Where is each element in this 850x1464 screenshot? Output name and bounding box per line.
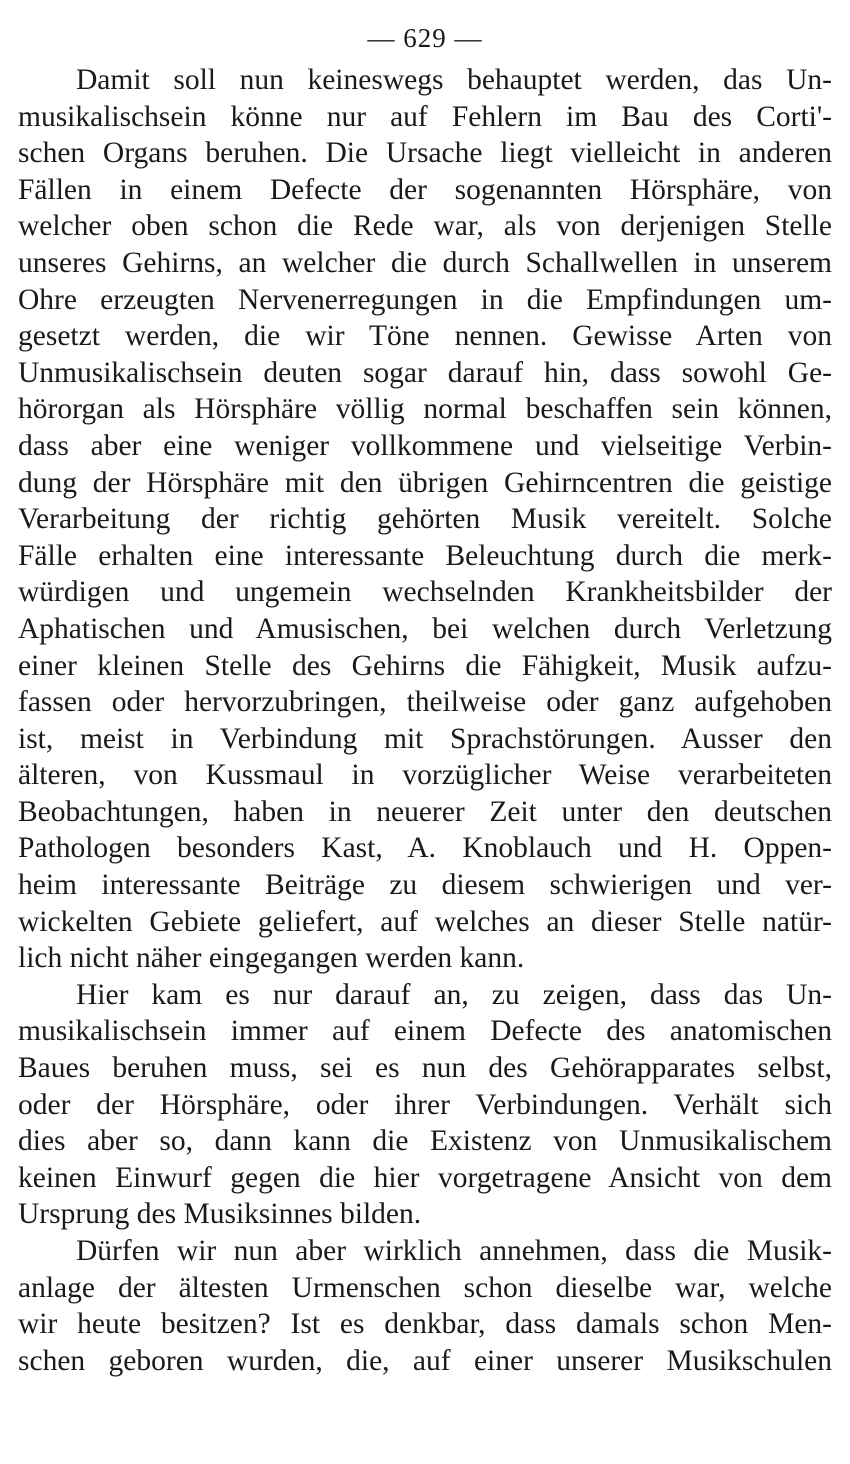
- text-line: ist, meist in Verbindung mit Sprachstörungen. Ausser den: [18, 722, 832, 755]
- text-line: welcher oben schon die Rede war, als von derjenigen Stelle: [18, 210, 832, 243]
- text-line: wickelten Gebiete geliefert, auf welches an dieser Stelle natür-: [18, 905, 832, 938]
- text-line: dies aber so, dann kann die Existenz von Unmusikalischem: [18, 1125, 832, 1158]
- text-line: unseres Gehirns, an welcher die durch Schallwellen in unserem: [18, 246, 832, 279]
- text-line: wir heute besitzen? Ist es denkbar, dass damals schon Men-: [18, 1308, 832, 1341]
- text-line: oder der Hörsphäre, oder ihrer Verbindungen. Verhält sich: [18, 1088, 832, 1121]
- body-text: [18, 62, 832, 1379]
- text-line: musikalischsein könne nur auf Fehlern im Bau des Corti'-: [18, 100, 832, 133]
- text-line: Fälle erhalten eine interessante Beleuchtung durch die merk-: [18, 539, 832, 572]
- text-line: schen geboren wurden, die, auf einer unserer Musikschulen: [18, 1344, 832, 1377]
- paragraph: [18, 1233, 832, 1379]
- text-line: hörorgan als Hörsphäre völlig normal beschaffen sein können,: [18, 393, 832, 426]
- text-line: Dürfen wir nun aber wirklich annehmen, dass die Musik-: [76, 1235, 832, 1267]
- text-line: älteren, von Kussmaul in vorzüglicher Weise verarbeiteten: [18, 759, 832, 792]
- text-line: einer kleinen Stelle des Gehirns die Fähigkeit, Musik aufzu-: [18, 649, 832, 682]
- text-line: anlage der ältesten Urmenschen schon dieselbe war, welche: [18, 1271, 832, 1304]
- text-line: Unmusikalischsein deuten sogar darauf hin, dass sowohl Ge-: [18, 356, 832, 389]
- text-line: würdigen und ungemein wechselnden Krankheitsbilder der: [18, 576, 832, 609]
- text-line: lich nicht näher eingegangen werden kann.: [18, 942, 525, 975]
- page-number: — 629 —: [367, 23, 483, 53]
- text-line: Ursprung des Musiksinnes bilden.: [18, 1198, 422, 1231]
- text-line: schen Organs beruhen. Die Ursache liegt vielleicht in anderen: [18, 137, 832, 170]
- text-line: fassen oder hervorzubringen, theilweise oder ganz aufgehoben: [18, 686, 832, 719]
- text-line: dass aber eine weniger vollkommene und vielseitige Verbin-: [18, 429, 832, 462]
- text-line: Fällen in einem Defecte der sogenannten Hörsphäre, von: [18, 173, 832, 206]
- text-line: musikalischsein immer auf einem Defecte des anatomischen: [18, 1015, 832, 1048]
- text-line: Aphatischen und Amusischen, bei welchen durch Verletzung: [18, 612, 832, 645]
- text-line: Hier kam es nur darauf an, zu zeigen, dass das Un-: [76, 978, 832, 1011]
- text-line: heim interessante Beiträge zu diesem schwierigen und ver-: [18, 869, 832, 902]
- text-line: Beobachtungen, haben in neuerer Zeit unter den deutschen: [18, 795, 832, 828]
- text-line: keinen Einwurf gegen die hier vorgetragene Ansicht von dem: [18, 1161, 832, 1194]
- paragraph: [18, 62, 832, 977]
- text-line: Baues beruhen muss, sei es nun des Gehörapparates selbst,: [18, 1052, 832, 1085]
- paragraph: [18, 977, 832, 1233]
- text-line: Verarbeitung der richtig gehörten Musik vereitelt. Solche: [18, 503, 832, 536]
- text-line: Damit soll nun keineswegs behauptet werden, das Un-: [76, 64, 832, 96]
- text-line: Pathologen besonders Kast, A. Knoblauch und H. Oppen-: [18, 832, 832, 865]
- text-line: Ohre erzeugten Nervenerregungen in die Empfindungen um-: [18, 283, 832, 316]
- text-line: gesetzt werden, die wir Töne nennen. Gewisse Arten von: [18, 320, 832, 353]
- text-line: dung der Hörsphäre mit den übrigen Gehirncentren die geistige: [18, 466, 832, 499]
